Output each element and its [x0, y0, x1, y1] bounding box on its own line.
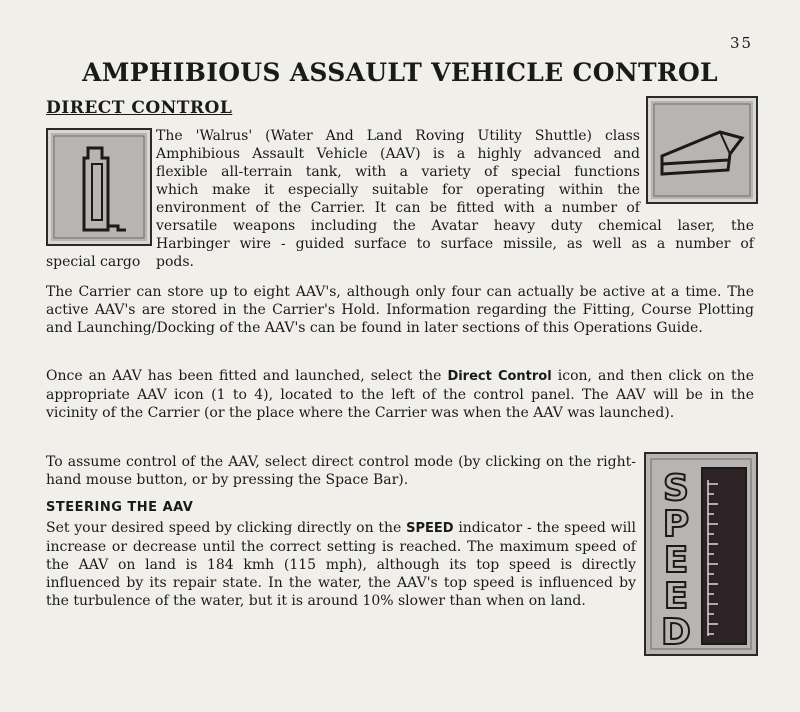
speed-letter: D — [661, 612, 691, 653]
intro-line: Amphibious Assault Vehicle (AAV) is a highly advanced and — [156, 146, 640, 162]
aav-side-view-icon — [648, 98, 756, 202]
intro-line: pods. — [156, 254, 194, 270]
speed-letter: S — [663, 468, 689, 509]
carrier-paragraph: The Carrier can store up to eight AAV's, although only four can actually be active at a time. The active AAV's are stored in the Carrier's Hold. Information regarding the Fitting, Course Plotting and Launching/Docking of the AAV's can be found in later sections of this Operations Guide. — [46, 284, 754, 336]
intro-line: The 'Walrus' (Water And Land Roving Utility Shuttle) class — [156, 128, 640, 144]
speed-text: Set your desired speed by clicking directly on the — [46, 520, 407, 536]
direct-control-heading: DIRECT CONTROL — [46, 98, 233, 118]
speed-gauge-graphic — [646, 454, 756, 654]
aav-launch-icon — [646, 96, 758, 204]
intro-line: flexible all-terrain tank, with a variety of special functions — [156, 164, 640, 180]
intro-line: environment of the Carrier. It can be fitted with a number of — [156, 200, 640, 216]
intro-paragraph — [156, 127, 640, 217]
page-number: 35 — [730, 34, 754, 52]
speed-letter: E — [663, 540, 689, 581]
aav-vehicle-top-icon — [48, 130, 150, 244]
assume-paragraph: To assume control of the AAV, select direct control mode (by clicking on the right-hand mouse button, or by pressing the Space Bar). — [46, 454, 636, 488]
intro-line: versatile weapons including the Avatar heavy duty chemical laser, the — [156, 218, 754, 234]
launch-text: Once an AAV has been fitted and launched, select the — [46, 368, 448, 384]
speed-paragraph — [46, 519, 636, 610]
speed-term: SPEED — [406, 521, 454, 536]
speed-text: indicator - the speed will increase or decrease until the correct setting is reached. The maximum speed of the AAV on land is 184 kmh (115 mph), although its top speed is directly influenced by its repair state. In the water, the AAV's top speed is influenced by the turbulence of the water, but it is around 10% slower than when on land. — [46, 520, 637, 609]
page-title: AMPHIBIOUS ASSAULT VEHICLE CONTROL — [82, 58, 718, 87]
speed-indicator-icon — [644, 452, 758, 656]
steering-heading: STEERING THE AAV — [46, 500, 194, 515]
launch-text: icon, and then click on the appropriate AAV icon (1 to 4), located to the left of the control panel. The AAV will be in the vicinity of the Carrier (or the place where the Carrier was when the AAV was launched). — [46, 368, 754, 421]
intro-line: which make it especially suitable for operating within the — [156, 182, 640, 198]
direct-control-icon — [46, 128, 152, 246]
launch-paragraph — [46, 367, 754, 422]
intro-line: Harbinger wire - guided surface to surface missile, as well as a number of — [156, 236, 754, 252]
speed-letter: E — [663, 576, 689, 617]
direct-control-term: Direct Control — [447, 369, 552, 384]
intro-line: special cargo — [46, 254, 141, 270]
intro-paragraph-cont — [156, 217, 754, 253]
speed-letter: P — [662, 504, 690, 545]
